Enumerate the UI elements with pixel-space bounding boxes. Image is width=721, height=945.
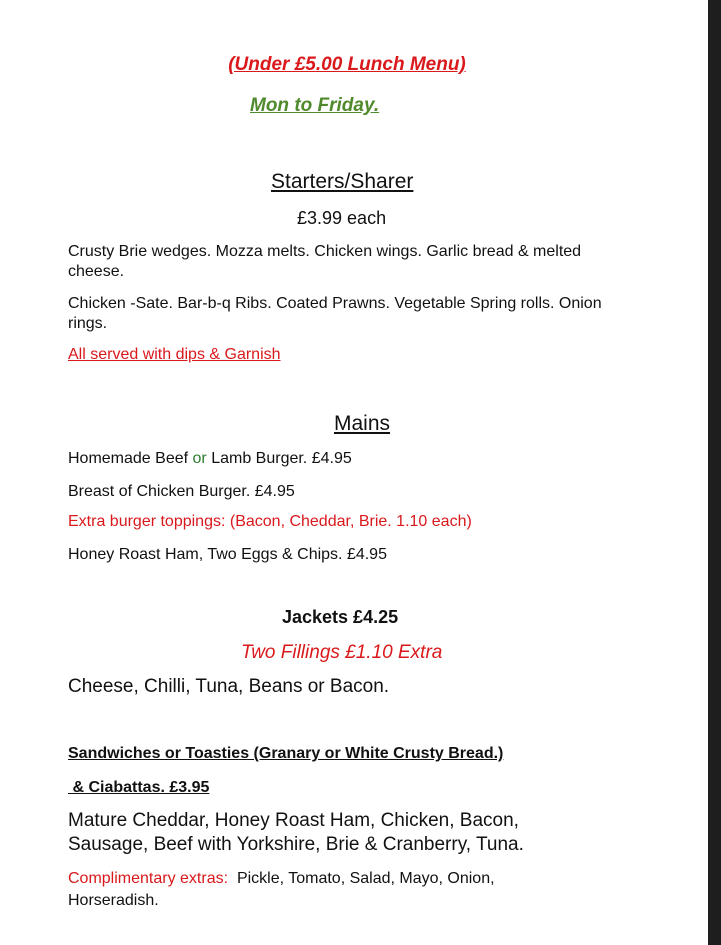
sandwiches-heading-2: & Ciabattas. £3.95	[68, 779, 210, 796]
starters-price: £3.99 each	[297, 208, 387, 228]
burger-part-1: Homemade Beef	[68, 450, 193, 467]
extras-label: Complimentary extras:	[68, 870, 229, 887]
mains-burger	[68, 449, 352, 469]
menu-title: (Under £5.00 Lunch Menu)	[228, 54, 466, 75]
jackets-heading: Jackets £4.25	[282, 607, 399, 627]
sandwiches-fillings: Mature Cheddar, Honey Roast Ham, Chicken, Bacon, Sausage, Beef with Yorkshire, Brie & Cranberry, Tuna.	[68, 810, 524, 855]
days-text: Mon to Friday.	[250, 95, 380, 116]
starters-line-2: Chicken -Sate. Bar-b-q Ribs. Coated Prawns. Vegetable Spring rolls. Onion rings.	[68, 295, 602, 332]
menu-days	[250, 95, 379, 117]
burger-part-2: Lamb Burger. £4.95	[206, 450, 352, 467]
sandwiches-heading-1: Sandwiches or Toasties (Granary or White Crusty Bread.)	[68, 745, 504, 762]
starters-note: All served with dips & Garnish	[68, 346, 281, 363]
jackets-options: Cheese, Chilli, Tuna, Beans or Bacon.	[68, 676, 390, 697]
extras-list: Pickle, Tomato, Salad, Mayo, Onion, Horseradish.	[68, 870, 499, 909]
sandwiches-extras	[68, 868, 558, 912]
burger-or: or	[192, 450, 207, 467]
jackets-fillings: Two Fillings £1.10 Extra	[241, 642, 443, 663]
mains-toppings: Extra burger toppings: (Bacon, Cheddar, Brie. 1.10 each)	[68, 513, 472, 530]
mains-heading: Mains	[334, 412, 391, 435]
starters-heading: Starters/Sharer	[271, 170, 414, 193]
page-edge	[708, 0, 721, 945]
starters-line-1: Crusty Brie wedges. Mozza melts. Chicken wings. Garlic bread & melted cheese.	[68, 243, 582, 280]
mains-ham: Honey Roast Ham, Two Eggs & Chips. £4.95	[68, 546, 387, 563]
mains-chicken: Breast of Chicken Burger. £4.95	[68, 483, 295, 500]
